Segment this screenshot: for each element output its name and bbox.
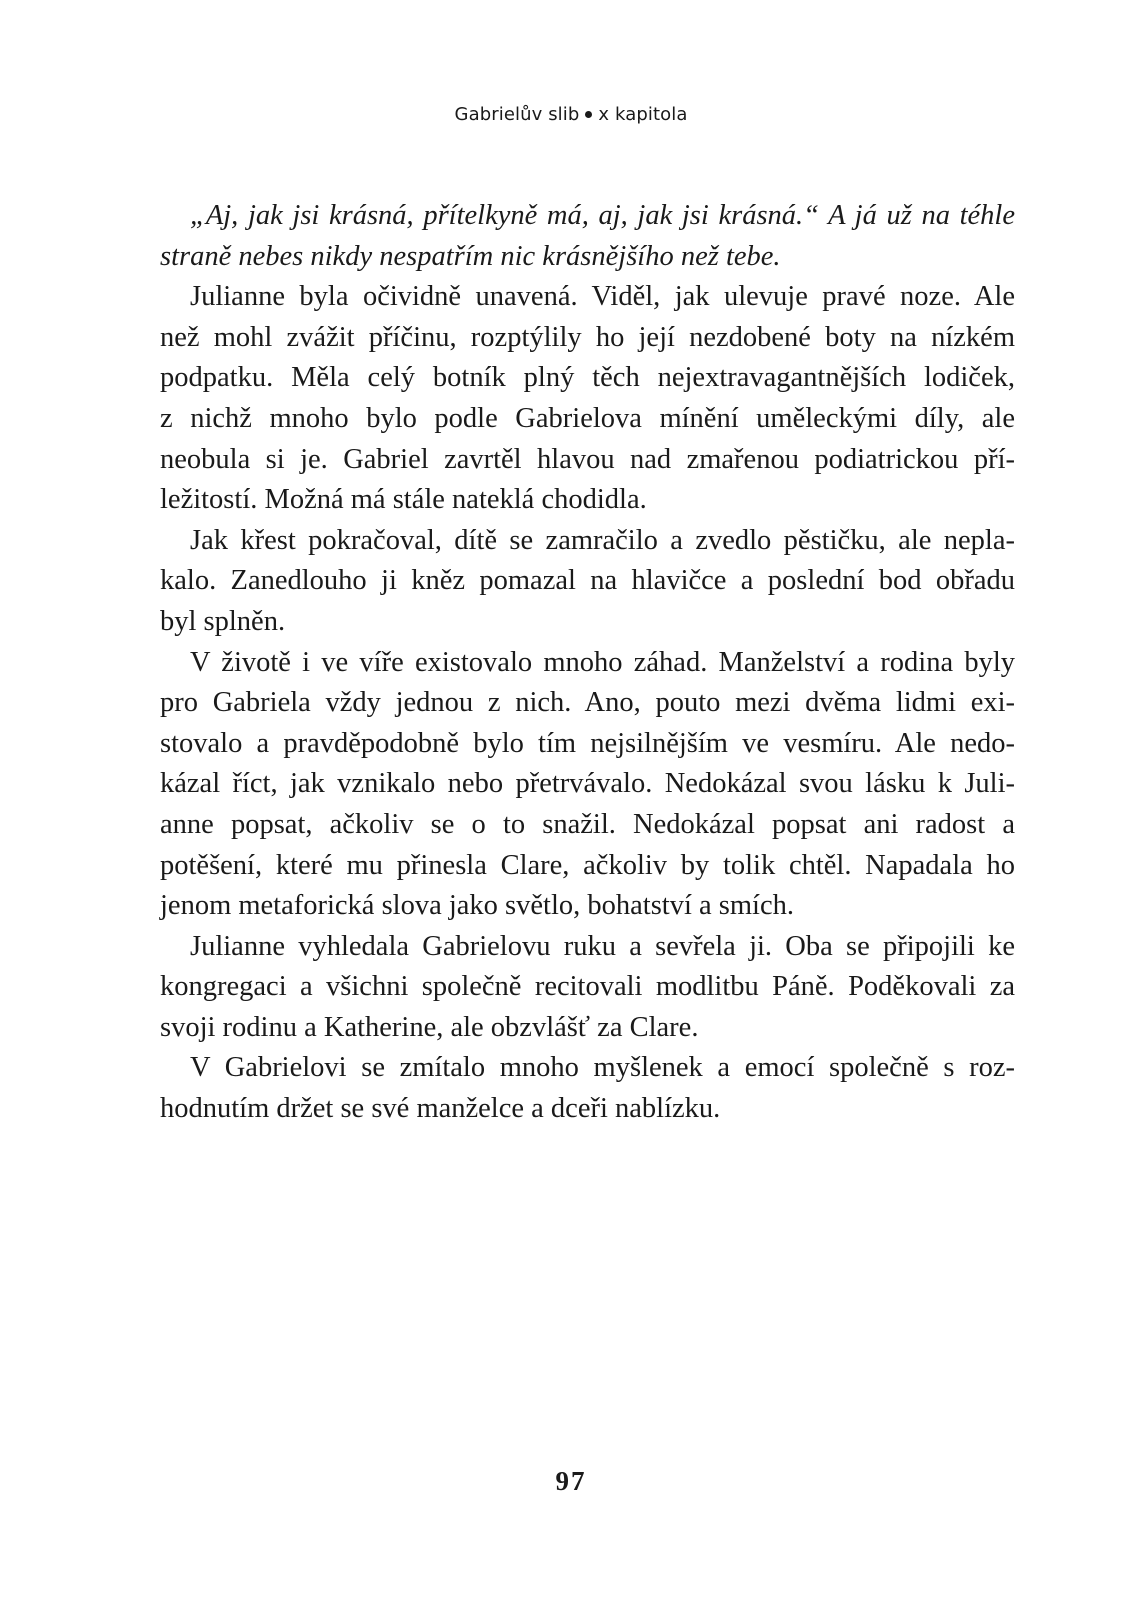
text-line: V životě i ve víře existovalo mnoho záhad. Manželství a rodina byly <box>190 646 1015 678</box>
text-line: Julianne vyhledala Gabrielovu ruku a sevřela ji. Oba se připojili ke <box>190 930 1015 962</box>
text-line: stovalo a pravděpodobně bylo tím nejsilnějším ve vesmíru. Ale nedo- <box>160 727 1015 759</box>
page-number: 97 <box>555 1466 587 1496</box>
chapter-label: x kapitola <box>598 104 688 125</box>
text-line: Julianne byla očividně unavená. Viděl, jak ulevuje pravé noze. Ale <box>190 281 1015 313</box>
text-line: než mohl zvážit příčinu, rozptýlily ho její nezdobené boty na nízkém <box>160 321 1015 353</box>
paragraph-2 <box>160 277 1015 521</box>
text-line: kalo. Zanedlouho ji kněz pomazal na hlavičce a poslední bod obřadu <box>160 565 1015 597</box>
text-line: z nichž mnoho bylo podle Gabrielova mínění uměleckými díly, ale <box>160 402 1015 434</box>
paragraph-6 <box>160 1048 1015 1129</box>
text-line: kázal říct, jak vznikalo nebo přetrvávalo. Nedokázal svou lásku k Juli- <box>160 768 1015 800</box>
paragraph-1 <box>160 196 1015 277</box>
running-header <box>0 104 1142 125</box>
body-text <box>160 196 1015 1130</box>
paragraph-5 <box>160 927 1015 1049</box>
text-line: svoji rodinu a Katherine, ale obzvlášť za Clare. <box>160 1011 699 1043</box>
paragraph-3 <box>160 521 1015 643</box>
text-line: Jak křest pokračoval, dítě se zamračilo a zvedlo pěstičku, ale nepla- <box>190 524 1015 556</box>
text-line: byl splněn. <box>160 605 286 637</box>
book-title: Gabrielův slib <box>454 104 580 125</box>
text-line: pro Gabriela vždy jednou z nich. Ano, pouto mezi dvěma lidmi exi- <box>160 687 1015 719</box>
text-line: podpatku. Měla celý botník plný těch nejextravagantnějších lodiček, <box>160 362 1015 394</box>
text-line: potěšení, které mu přinesla Clare, ačkoliv by tolik chtěl. Napadala ho <box>160 849 1015 881</box>
text-line: „Aj, jak jsi krásná, přítelkyně má, aj, jak jsi krásná.“ A já už na téhle <box>190 200 1015 231</box>
text-line: kongregaci a všichni společně recitovali modlitbu Páně. Poděkovali za <box>160 971 1015 1003</box>
text-line: neobula si je. Gabriel zavrtěl hlavou nad zmařenou podiatrickou pří- <box>160 443 1015 475</box>
paragraph-4 <box>160 643 1015 927</box>
text-line: straně nebes nikdy nespatřím nic krásnějšího než tebe. <box>160 240 781 272</box>
bullet-separator-icon <box>585 111 592 118</box>
text-line: anne popsat, ačkoliv se o to snažil. Nedokázal popsat ani radost a <box>160 808 1015 840</box>
text-line: V Gabrielovi se zmítalo mnoho myšlenek a emocí společně s roz- <box>190 1052 1015 1084</box>
text-line: jenom metaforická slova jako světlo, bohatství a smích. <box>160 890 794 922</box>
text-line: ležitostí. Možná má stále nateklá chodidla. <box>160 484 647 516</box>
text-line: hodnutím držet se své manželce a dceři nablízku. <box>160 1093 721 1125</box>
